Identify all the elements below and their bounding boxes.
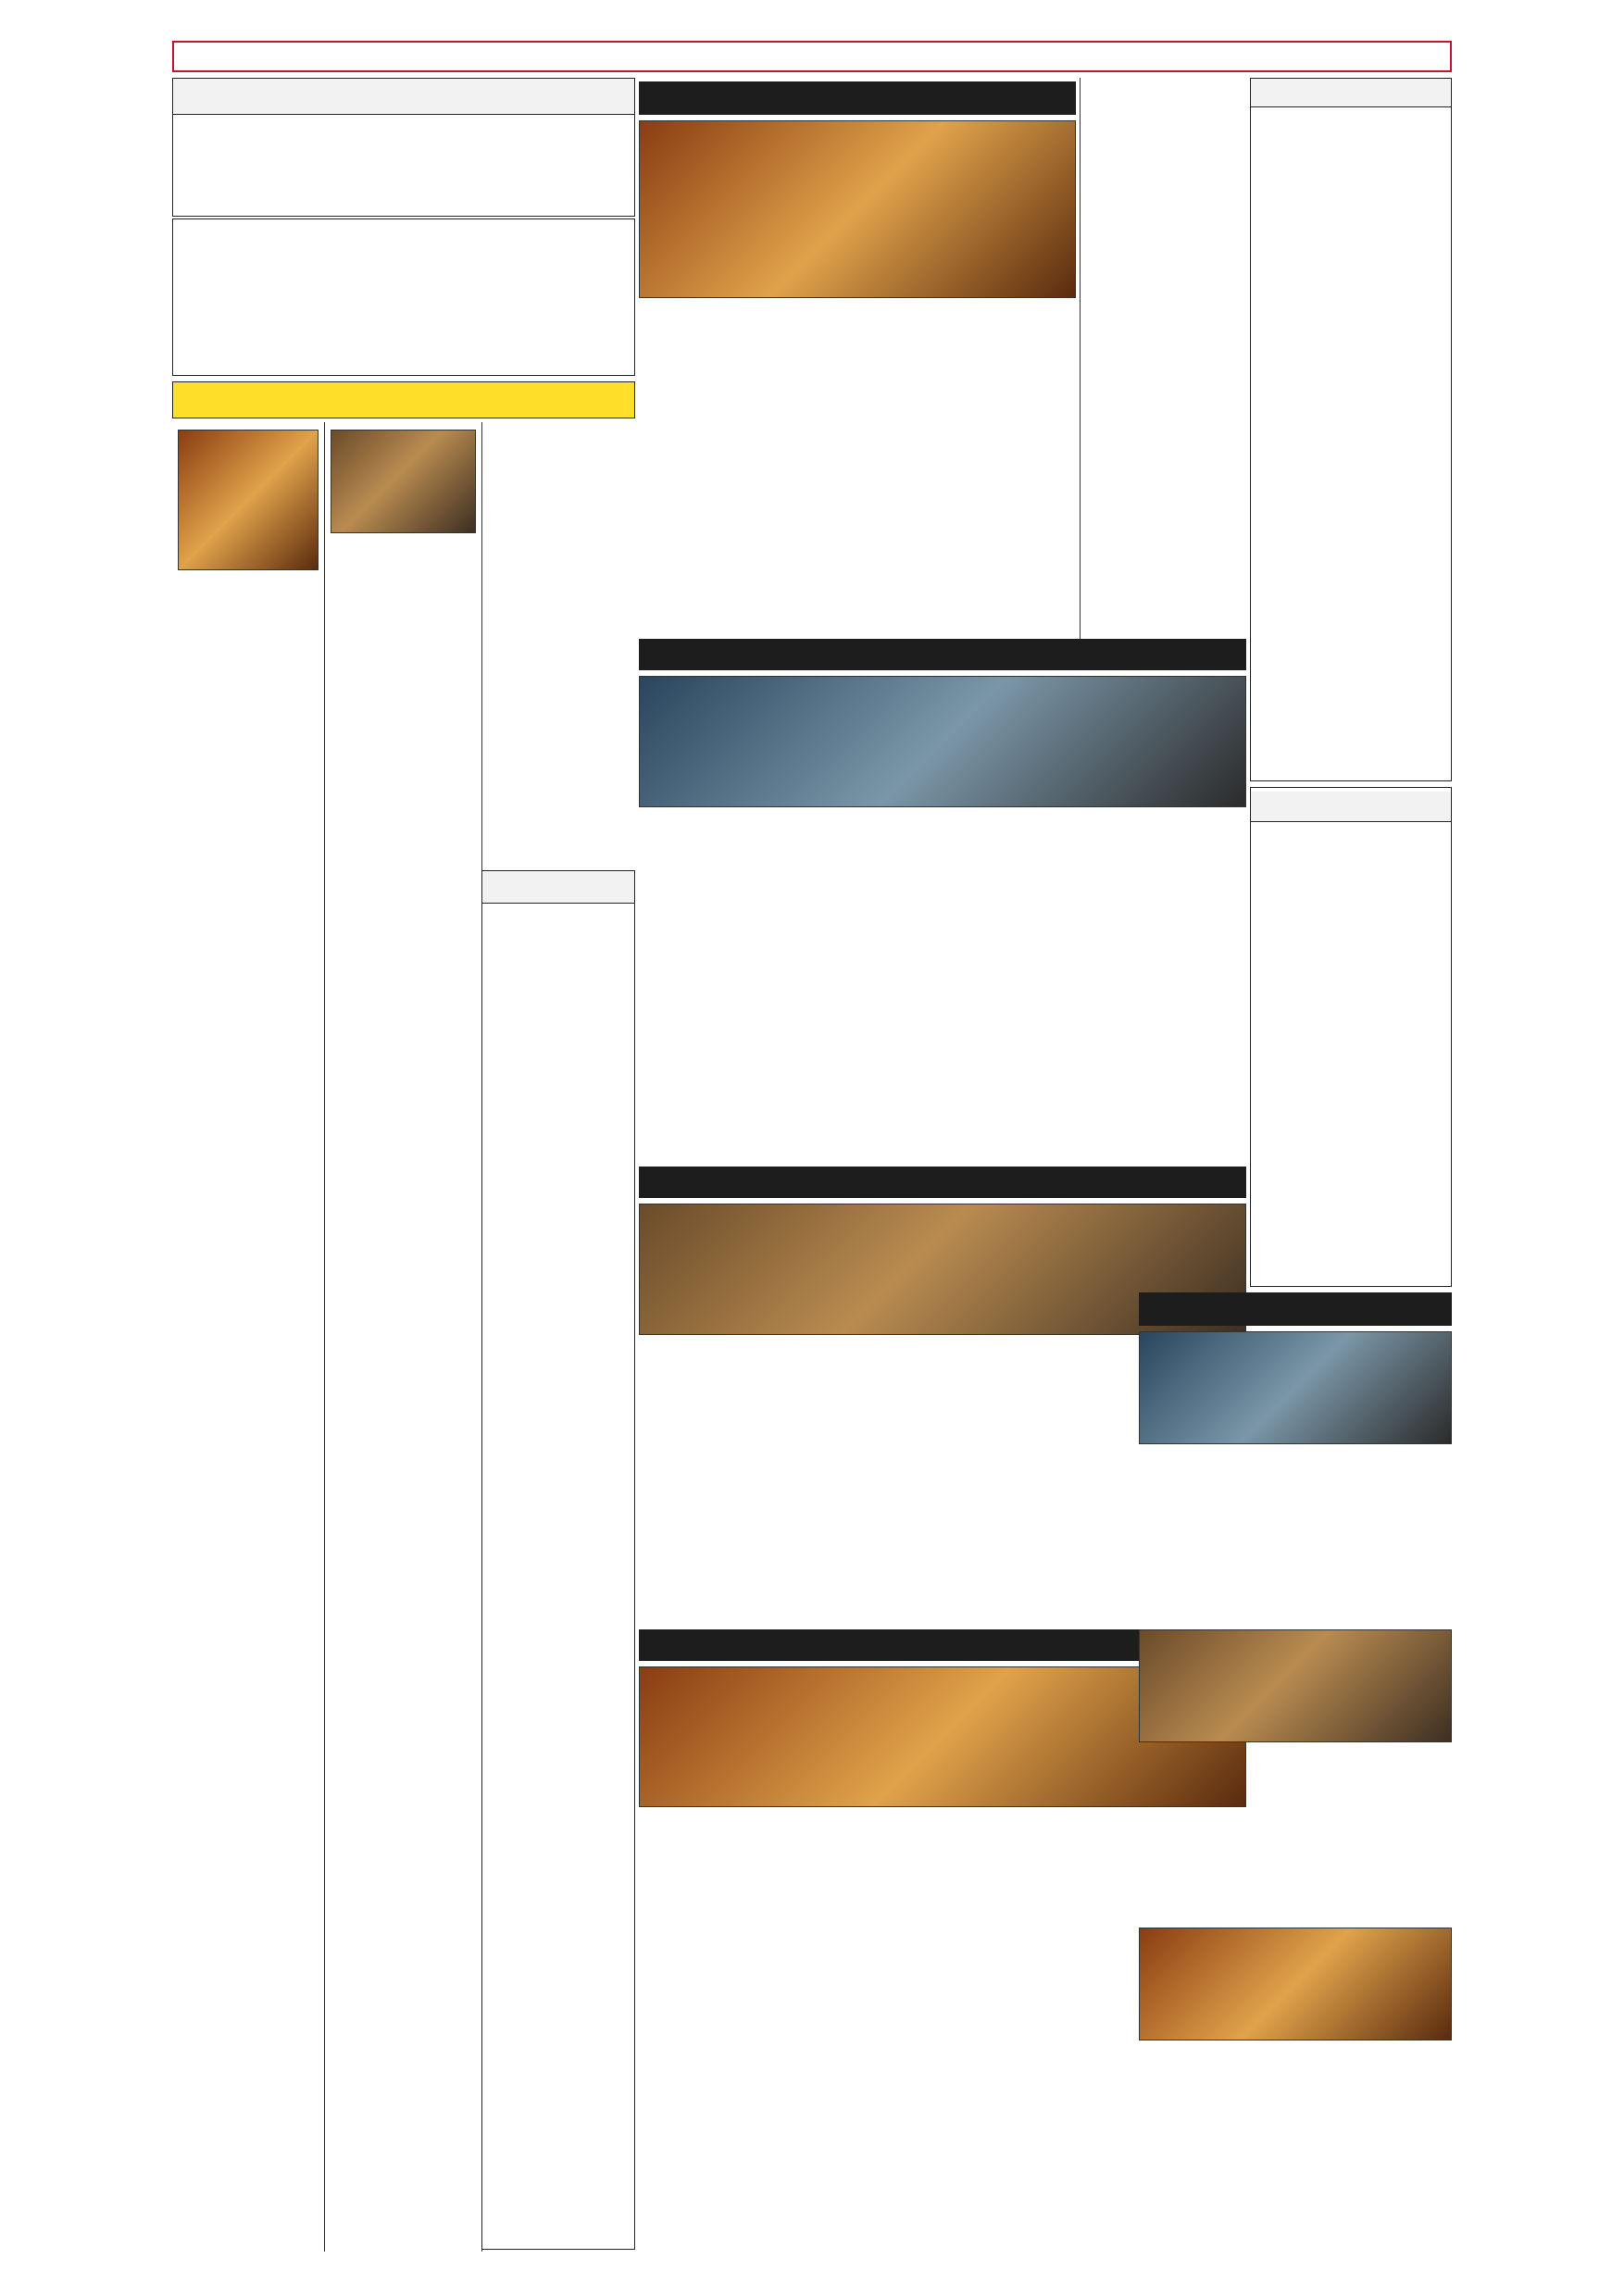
price-value <box>1351 830 1451 854</box>
masthead <box>172 41 1452 72</box>
roundup-text-2 <box>1139 1748 1452 1922</box>
price-item <box>1251 1094 1351 1118</box>
story-2-text <box>1081 81 1246 89</box>
price-value <box>1351 1070 1451 1094</box>
price-value <box>1351 998 1451 1022</box>
roundup-photo-3 <box>1139 1928 1452 2040</box>
price-row <box>1251 974 1451 998</box>
price-item <box>1251 1167 1351 1191</box>
events-col-2-heading <box>325 422 481 426</box>
price-item <box>1251 830 1351 854</box>
price-row <box>1251 998 1451 1022</box>
story-3-text <box>639 813 1246 1154</box>
joke-title <box>173 219 634 255</box>
temple-photo-2 <box>331 430 476 533</box>
price-row <box>1251 1094 1451 1118</box>
price-row <box>1251 1167 1451 1191</box>
radio-box <box>1250 78 1452 781</box>
price-item <box>1251 974 1351 998</box>
price-item <box>1251 854 1351 878</box>
events-col-2 <box>324 422 481 2252</box>
lead-photo <box>639 120 1076 298</box>
price-row <box>1251 878 1451 902</box>
price-item <box>1251 950 1351 974</box>
story-3-photo <box>639 676 1246 807</box>
price-value <box>1351 1118 1451 1142</box>
temple-photo-1 <box>178 430 319 570</box>
price-value <box>1351 1142 1451 1167</box>
news-roundup <box>1139 1292 1452 2252</box>
price-value <box>1351 926 1451 950</box>
market-date-line <box>1251 822 1451 830</box>
price-value <box>1351 902 1451 926</box>
price-row <box>1251 1070 1451 1094</box>
joke-box <box>172 218 635 376</box>
price-item <box>1251 878 1351 902</box>
price-row <box>1251 1022 1451 1046</box>
joke-text <box>173 258 634 266</box>
events-col-1 <box>172 422 324 2252</box>
price-table <box>1251 830 1451 1215</box>
joke-attribution <box>173 266 634 273</box>
story-4-headline <box>639 1167 1246 1198</box>
price-value <box>1351 854 1451 878</box>
thought-box <box>172 78 635 217</box>
roundup-photo-1 <box>1139 1331 1452 1444</box>
price-row <box>1251 950 1451 974</box>
price-row <box>1251 926 1451 950</box>
price-row <box>1251 830 1451 854</box>
price-item <box>1251 1142 1351 1167</box>
radio-title <box>1251 79 1451 107</box>
roundup-text-1 <box>1139 1450 1452 1624</box>
lead-headline <box>639 81 1076 115</box>
price-row <box>1251 1046 1451 1070</box>
price-value <box>1351 1022 1451 1046</box>
tv-schedule-title <box>482 871 634 904</box>
price-item <box>1251 1046 1351 1070</box>
price-value <box>1351 1167 1451 1191</box>
price-item <box>1251 926 1351 950</box>
news-roundup-title <box>1139 1292 1452 1326</box>
district-events-banner <box>172 381 635 418</box>
thought-text <box>173 115 634 122</box>
price-item <box>1251 1118 1351 1142</box>
price-row <box>1251 1142 1451 1167</box>
tv-schedule <box>481 870 635 2250</box>
events-col-2-text <box>325 537 481 544</box>
price-item <box>1251 1191 1351 1215</box>
radio-text <box>1251 107 1451 115</box>
story-3 <box>639 639 1246 1157</box>
price-value <box>1351 950 1451 974</box>
market-box <box>1250 787 1452 1287</box>
price-row <box>1251 1118 1451 1142</box>
thought-attribution <box>173 122 634 130</box>
price-row <box>1251 854 1451 878</box>
story-3-headline <box>639 639 1246 670</box>
price-row <box>1251 1191 1451 1215</box>
price-item <box>1251 1022 1351 1046</box>
events-col-3-text <box>482 426 635 433</box>
story-2 <box>1080 78 1246 639</box>
price-item <box>1251 1070 1351 1094</box>
roundup-text-3 <box>1139 2046 1452 2192</box>
price-row <box>1251 902 1451 926</box>
roundup-photo-2 <box>1139 1629 1452 1742</box>
price-value <box>1351 1191 1451 1215</box>
price-value <box>1351 878 1451 902</box>
tv-schedule-text <box>482 918 634 926</box>
events-col-1-heading <box>172 422 324 426</box>
thought-title <box>173 79 634 115</box>
price-value <box>1351 1094 1451 1118</box>
market-title <box>1251 792 1451 822</box>
events-col-1-text <box>172 574 324 581</box>
price-item <box>1251 998 1351 1022</box>
price-value <box>1351 1046 1451 1070</box>
lead-story <box>639 78 1076 639</box>
lead-text <box>639 304 1076 639</box>
price-item <box>1251 902 1351 926</box>
price-value <box>1351 974 1451 998</box>
